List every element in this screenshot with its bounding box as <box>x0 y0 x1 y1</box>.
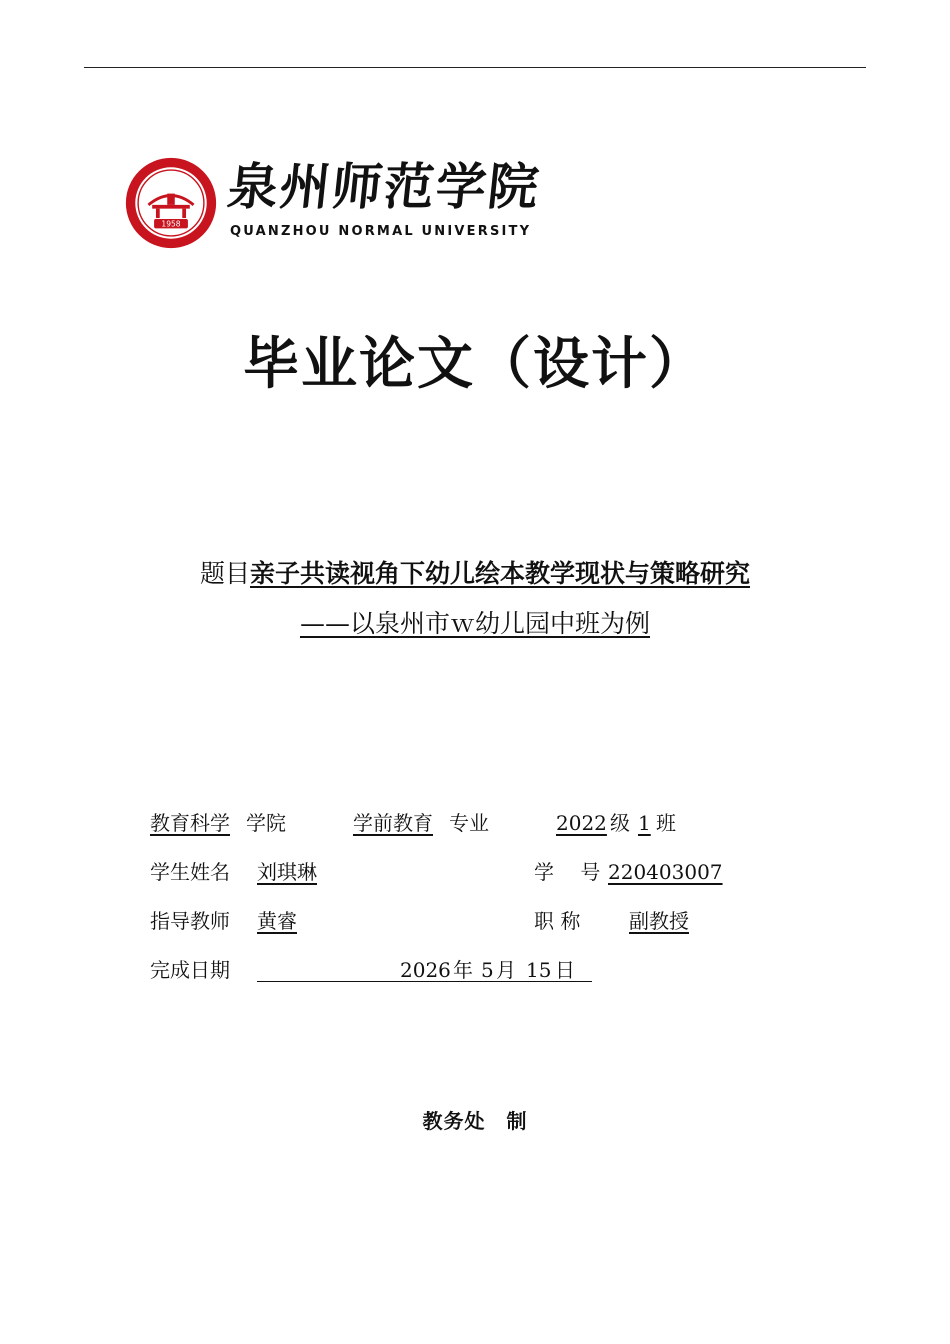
topic-line <box>0 556 950 592</box>
info-row-advisor <box>150 906 850 936</box>
completion-date-label: 完成日期 <box>150 958 230 982</box>
header-rule <box>84 67 866 68</box>
major-value: 学前教育 <box>353 811 433 835</box>
completion-date-year-char: 年 <box>453 958 473 982</box>
student-name-label: 学生姓名 <box>150 860 230 884</box>
advisor-rank-value: 副教授 <box>629 909 689 933</box>
info-row-student <box>150 857 850 887</box>
info-row-college <box>150 808 850 838</box>
university-logo <box>124 152 544 252</box>
college-label: 学院 <box>246 811 286 835</box>
college-value: 教育科学 <box>150 811 230 835</box>
completion-date-day-char: 日 <box>555 958 575 982</box>
info-row-date <box>150 955 850 985</box>
student-id-value: 220403007 <box>608 860 723 884</box>
grade-value: 2022 <box>556 811 607 835</box>
thesis-subtitle: ——以泉州市ｗ幼儿园中班为例 <box>299 609 650 638</box>
completion-date-month: 5 <box>481 958 494 982</box>
document-title: 毕业论文（设计） <box>243 332 707 397</box>
student-id-label: 学 号 <box>534 860 601 884</box>
student-name-value: 刘琪琳 <box>257 860 317 884</box>
university-name-cn: 泉州师范学院 <box>224 157 544 216</box>
completion-date-year: 2026 <box>400 958 451 982</box>
university-name-en: QUANZHOU NORMAL UNIVERSITY <box>230 224 532 239</box>
class-label: 班 <box>656 811 676 835</box>
advisor-label: 指导教师 <box>150 909 230 933</box>
completion-date-month-char: 月 <box>496 958 516 982</box>
grade-label: 级 <box>610 811 630 835</box>
class-value: 1 <box>638 811 651 835</box>
thesis-subtitle-line <box>0 606 950 642</box>
thesis-title: 亲子共读视角下幼儿绘本教学现状与策略研究 <box>250 559 751 588</box>
issuer-footer: 教务处 制 <box>422 1109 528 1133</box>
topic-label: 题目 <box>199 559 250 588</box>
major-label: 专业 <box>449 811 489 835</box>
completion-date-day: 15 <box>526 958 552 982</box>
advisor-rank-label: 职 称 <box>534 909 581 933</box>
advisor-value: 黄睿 <box>257 909 297 933</box>
university-seal-icon <box>124 156 218 250</box>
svg-text:1958: 1958 <box>161 219 181 229</box>
